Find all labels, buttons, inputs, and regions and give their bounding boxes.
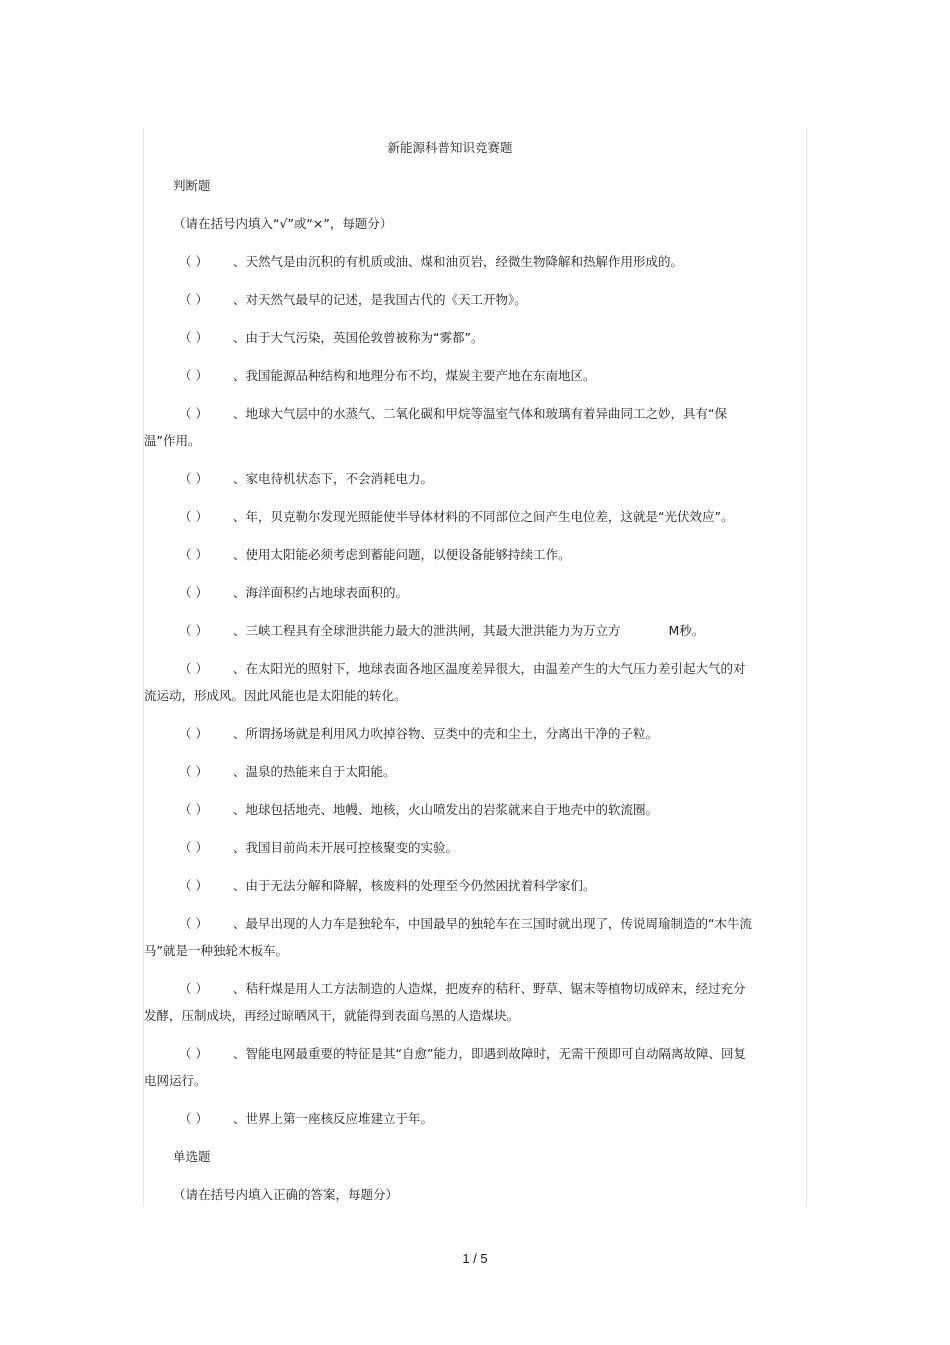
answer-blank[interactable]: （ ） [179, 254, 208, 269]
page-number: 1 / 5 [462, 1251, 488, 1266]
question-item [144, 758, 756, 785]
question-text: 、由于无法分解和降解，核废料的处理至今仍然困扰着科学家们。 [233, 878, 596, 893]
question-text: 、三峡工程具有全球泄洪能力最大的泄洪闸，其最大泄洪能力为万立方 [233, 623, 621, 638]
question-text: 、天然气是由沉积的有机质或油、煤和油页岩，经微生物降解和热解作用形成的。 [233, 254, 684, 269]
answer-blank[interactable]: （ ） [179, 509, 208, 524]
question-text: 、对天然气最早的记述，是我国古代的《天工开物》。 [233, 292, 527, 307]
question-item [144, 834, 756, 861]
question-item [144, 975, 756, 1029]
question-text: 、地球大气层中的水蒸气、二氧化碳和甲烷等温室气体和玻璃有着异曲同工之妙，具有“保温”作用。 [144, 406, 727, 448]
section-heading-single-choice: 单选题 [173, 1149, 211, 1164]
section-instruction-true-false: （请在括号内填入“√”或“×”，每题分） [173, 216, 393, 231]
question-text: 、由于大气污染，英国伦敦曾被称为“雾都”。 [233, 330, 484, 345]
question-item [144, 617, 756, 644]
question-item [144, 872, 756, 899]
question-text: 、年，贝克勒尔发现光照能使半导体材料的不同部位之间产生电位差，这就是“光伏效应”。 [233, 509, 734, 524]
section-heading-true-false: 判断题 [173, 178, 211, 193]
answer-blank[interactable]: （ ） [179, 585, 208, 600]
answer-blank[interactable]: （ ） [179, 1046, 208, 1061]
question-item [144, 1105, 756, 1132]
question-text: 、世界上第一座核反应堆建立于年。 [233, 1111, 434, 1126]
answer-blank[interactable]: （ ） [179, 292, 208, 307]
answer-blank[interactable]: （ ） [179, 406, 208, 421]
question-item [144, 362, 756, 389]
answer-blank[interactable]: （ ） [179, 840, 208, 855]
answer-blank[interactable]: （ ） [179, 802, 208, 817]
question-text: 、我国能源品种结构和地理分布不均，煤炭主要产地在东南地区。 [233, 368, 596, 383]
answer-blank[interactable]: （ ） [179, 368, 208, 383]
document-body [144, 134, 756, 1219]
question-item [144, 286, 756, 313]
answer-blank[interactable]: （ ） [179, 726, 208, 741]
question-item [144, 720, 756, 747]
question-item [144, 655, 756, 709]
answer-blank[interactable]: （ ） [179, 878, 208, 893]
question-item [144, 465, 756, 492]
question-unit: M秒。 [668, 623, 705, 638]
answer-blank[interactable]: （ ） [179, 661, 208, 676]
question-item [144, 400, 756, 454]
right-margin-line [806, 128, 807, 1206]
question-text: 、最早出现的人力车是独轮车，中国最早的独轮车在三国时就出现了，传说周瑜制造的“木牛流马”就是一种独轮木板车。 [144, 916, 752, 958]
question-text: 、海洋面积约占地球表面积的。 [233, 585, 409, 600]
question-list [144, 248, 756, 1132]
answer-blank[interactable]: （ ） [179, 623, 208, 638]
section-instruction-single-choice: （请在括号内填入正确的答案，每题分） [173, 1187, 399, 1202]
document-title: 新能源科普知识竞赛题 [387, 140, 513, 155]
question-text: 、我国目前尚未开展可控核聚变的实验。 [233, 840, 459, 855]
question-text: 、所谓扬场就是利用风力吹掉谷物、豆类中的壳和尘土，分离出干净的子粒。 [233, 726, 659, 741]
question-text: 、地球包括地壳、地幔、地核，火山喷发出的岩浆就来自于地壳中的软流圈。 [233, 802, 659, 817]
answer-blank[interactable]: （ ） [179, 471, 208, 486]
question-item [144, 910, 756, 964]
question-text: 、温泉的热能来自于太阳能。 [233, 764, 396, 779]
question-text: 、智能电网最重要的特征是其“自愈”能力，即遇到故障时，无需干预即可自动隔离故障、回复电网运行。 [144, 1046, 746, 1088]
question-text: 、使用太阳能必须考虑到蓄能问题，以便设备能够持续工作。 [233, 547, 571, 562]
question-item [144, 796, 756, 823]
question-item [144, 248, 756, 275]
answer-blank[interactable]: （ ） [179, 764, 208, 779]
answer-blank[interactable]: （ ） [179, 916, 208, 931]
question-text: 、秸秆煤是用人工方法制造的人造煤，把废弃的秸秆、野草、锯末等植物切成碎末，经过充分发酵，压制成块，再经过晾晒风干，就能得到表面乌黑的人造煤块。 [144, 981, 746, 1023]
answer-blank[interactable]: （ ） [179, 330, 208, 345]
question-item [144, 324, 756, 351]
question-item [144, 579, 756, 606]
question-text: 、家电待机状态下，不会消耗电力。 [233, 471, 434, 486]
question-item [144, 503, 756, 530]
answer-blank[interactable]: （ ） [179, 981, 208, 996]
question-item [144, 541, 756, 568]
answer-blank[interactable]: （ ） [179, 547, 208, 562]
question-text: 、在太阳光的照射下，地球表面各地区温度差异很大，由温差产生的大气压力差引起大气的对流运动，形成风。因此风能也是太阳能的转化。 [144, 661, 746, 703]
question-item [144, 1040, 756, 1094]
answer-blank[interactable]: （ ） [179, 1111, 208, 1126]
